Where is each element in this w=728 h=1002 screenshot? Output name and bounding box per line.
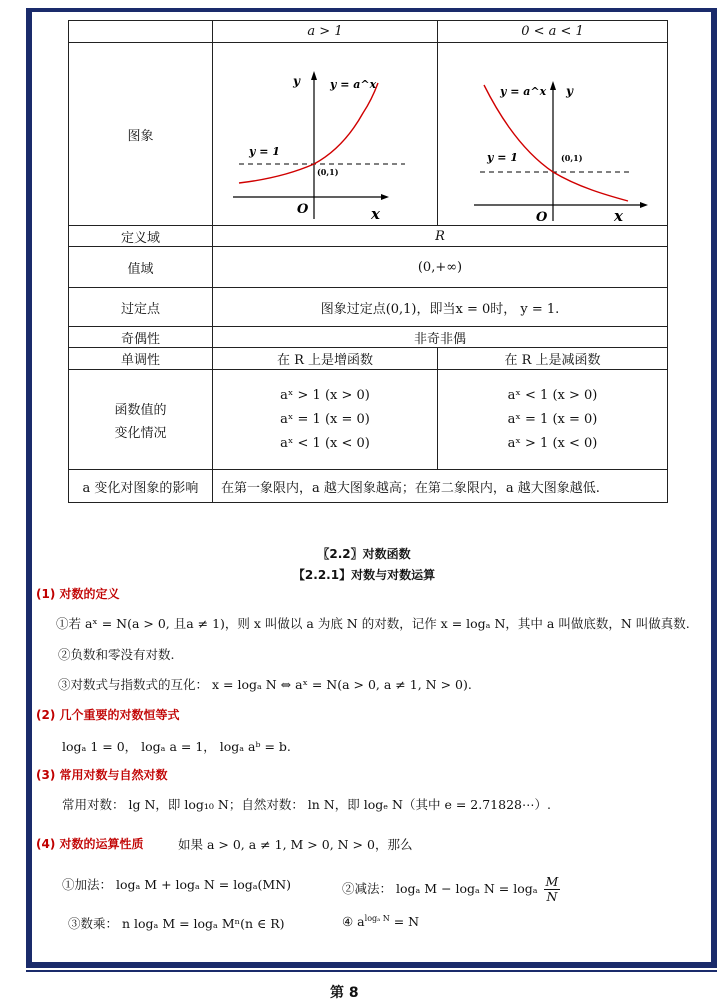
row-label-effect: a 变化对图象的影响 xyxy=(69,470,213,503)
negative-zero-note: ②负数和零没有对数. xyxy=(58,647,175,662)
graph-left-origin-label: O xyxy=(297,202,309,217)
domain-value: R xyxy=(213,226,668,247)
value-change-right-1: aˣ < 1 (x > 0) xyxy=(507,388,598,403)
page-number: 第 8 xyxy=(330,985,359,1001)
heading-log-definition: (1) 对数的定义 xyxy=(36,587,120,601)
rule-subtraction xyxy=(342,875,560,904)
fraction-numerator: M xyxy=(545,874,559,889)
graph-right-origin-label: O xyxy=(536,210,548,221)
log-identities: logₐ 1 = 0， logₐ a = 1， logₐ aᵇ = b. xyxy=(62,739,291,754)
value-change-right-2: aˣ = 1 (x = 0) xyxy=(507,412,598,427)
graph-left-point-label: (0,1) xyxy=(317,167,339,177)
row-label-value-change-line2: 变化情况 xyxy=(114,425,167,441)
value-change-increasing xyxy=(213,370,438,470)
parity-value: 非奇非偶 xyxy=(213,327,668,348)
section-title-log-function: 〖2.2〗对数函数 xyxy=(317,547,411,561)
page-frame-bottom-line xyxy=(26,970,717,972)
row-label-parity: 奇偶性 xyxy=(69,327,213,348)
value-change-left-2: aˣ = 1 (x = 0) xyxy=(280,412,370,427)
value-change-decreasing xyxy=(438,370,668,470)
table-corner-cell xyxy=(69,21,213,43)
header-a-gt-1: a > 1 xyxy=(213,21,438,43)
graph-right-x-axis-label: x xyxy=(614,207,623,221)
common-natural-log-text: 常用对数： lg N，即 log₁₀ N；自然对数： ln N，即 logₑ N（其中 e = 2.71828⋯）. xyxy=(62,797,551,812)
log-properties-condition: 如果 a > 0, a ≠ 1, M > 0, N > 0，那么 xyxy=(178,837,413,852)
graph-left-curve-label: y = a^x xyxy=(330,78,377,91)
effect-value: 在第一象限内，a 越大图象越高；在第二象限内，a 越大图象越低. xyxy=(213,470,668,503)
rule-scalar-multiplication: ③数乘： n logₐ M = logₐ Mⁿ(n ∈ R) xyxy=(68,916,285,931)
graph-increasing xyxy=(213,43,437,221)
graph-right-y-axis-label: y xyxy=(566,84,573,98)
heading-common-natural-log: (3) 常用对数与自然对数 xyxy=(36,768,168,782)
row-label-graph: 图象 xyxy=(69,43,213,226)
conversion-formula: ③对数式与指数式的互化： x = logₐ N ⇔ aˣ = N(a > 0, a ≠ 1, N > 0). xyxy=(58,677,472,692)
range-value: (0,+∞) xyxy=(213,247,668,288)
page-frame-right xyxy=(711,8,717,968)
value-change-right-3: aˣ > 1 (x < 0) xyxy=(507,436,598,451)
rule-exponent-identity xyxy=(342,914,419,929)
heading-log-identities: (2) 几个重要的对数恒等式 xyxy=(36,708,180,722)
rule-addition: ①加法： logₐ M + logₐ N = logₐ(MN) xyxy=(62,877,292,892)
graph-right-curve-label: y = a^x xyxy=(500,85,547,98)
value-change-left-3: aˣ < 1 (x < 0) xyxy=(280,436,370,451)
graph-cell-increasing xyxy=(213,43,438,226)
fraction-denominator: N xyxy=(546,888,558,904)
graph-left-x-axis-label: x xyxy=(371,205,380,221)
rule-subtraction-text: ②减法： logₐ M − logₐ N = logₐ xyxy=(342,880,538,896)
fixed-point-value: 图象过定点(0,1)，即当x = 0时， y = 1. xyxy=(213,288,668,327)
row-label-value-change-line1: 函数值的 xyxy=(114,402,167,418)
rule-exponent-base: ④ a xyxy=(342,914,365,930)
page-frame-bottom xyxy=(26,962,717,968)
header-a-lt-1: 0 < a < 1 xyxy=(438,21,668,43)
monotonicity-increasing: 在 R 上是增函数 xyxy=(213,348,438,370)
graph-cell-decreasing xyxy=(438,43,668,226)
graph-decreasing xyxy=(438,43,667,221)
exponential-properties-table xyxy=(68,20,668,503)
monotonicity-decreasing: 在 R 上是减函数 xyxy=(438,348,668,370)
heading-log-properties: (4) 对数的运算性质 xyxy=(36,837,144,851)
value-change-left-1: aˣ > 1 (x > 0) xyxy=(280,388,370,403)
page-frame-left xyxy=(26,8,32,968)
rule-subtraction-fraction xyxy=(544,875,561,904)
rule-exponent-result: = N xyxy=(389,914,420,930)
page-frame-top xyxy=(26,8,717,12)
graph-right-point-label: (0,1) xyxy=(561,153,583,163)
graph-left-y-axis-label: y xyxy=(293,74,300,88)
graph-right-asymptote-label: y = 1 xyxy=(487,151,518,164)
row-label-monotonicity: 单调性 xyxy=(69,348,213,370)
definition-paragraph: ①若 aˣ = N(a > 0, 且a ≠ 1)，则 x 叫做以 a 为底 N 的对数，记作 x = logₐ N，其中 a 叫做底数，N 叫做真数. xyxy=(56,616,690,631)
subsection-title-log-operations: 【2.2.1】对数与对数运算 xyxy=(292,568,436,582)
rule-exponent-sup: logₐ N xyxy=(364,914,390,923)
row-label-domain: 定义域 xyxy=(69,226,213,247)
row-label-value-change xyxy=(69,370,213,470)
graph-left-asymptote-label: y = 1 xyxy=(249,145,280,158)
row-label-range: 值域 xyxy=(69,247,213,288)
row-label-fixed-point: 过定点 xyxy=(69,288,213,327)
